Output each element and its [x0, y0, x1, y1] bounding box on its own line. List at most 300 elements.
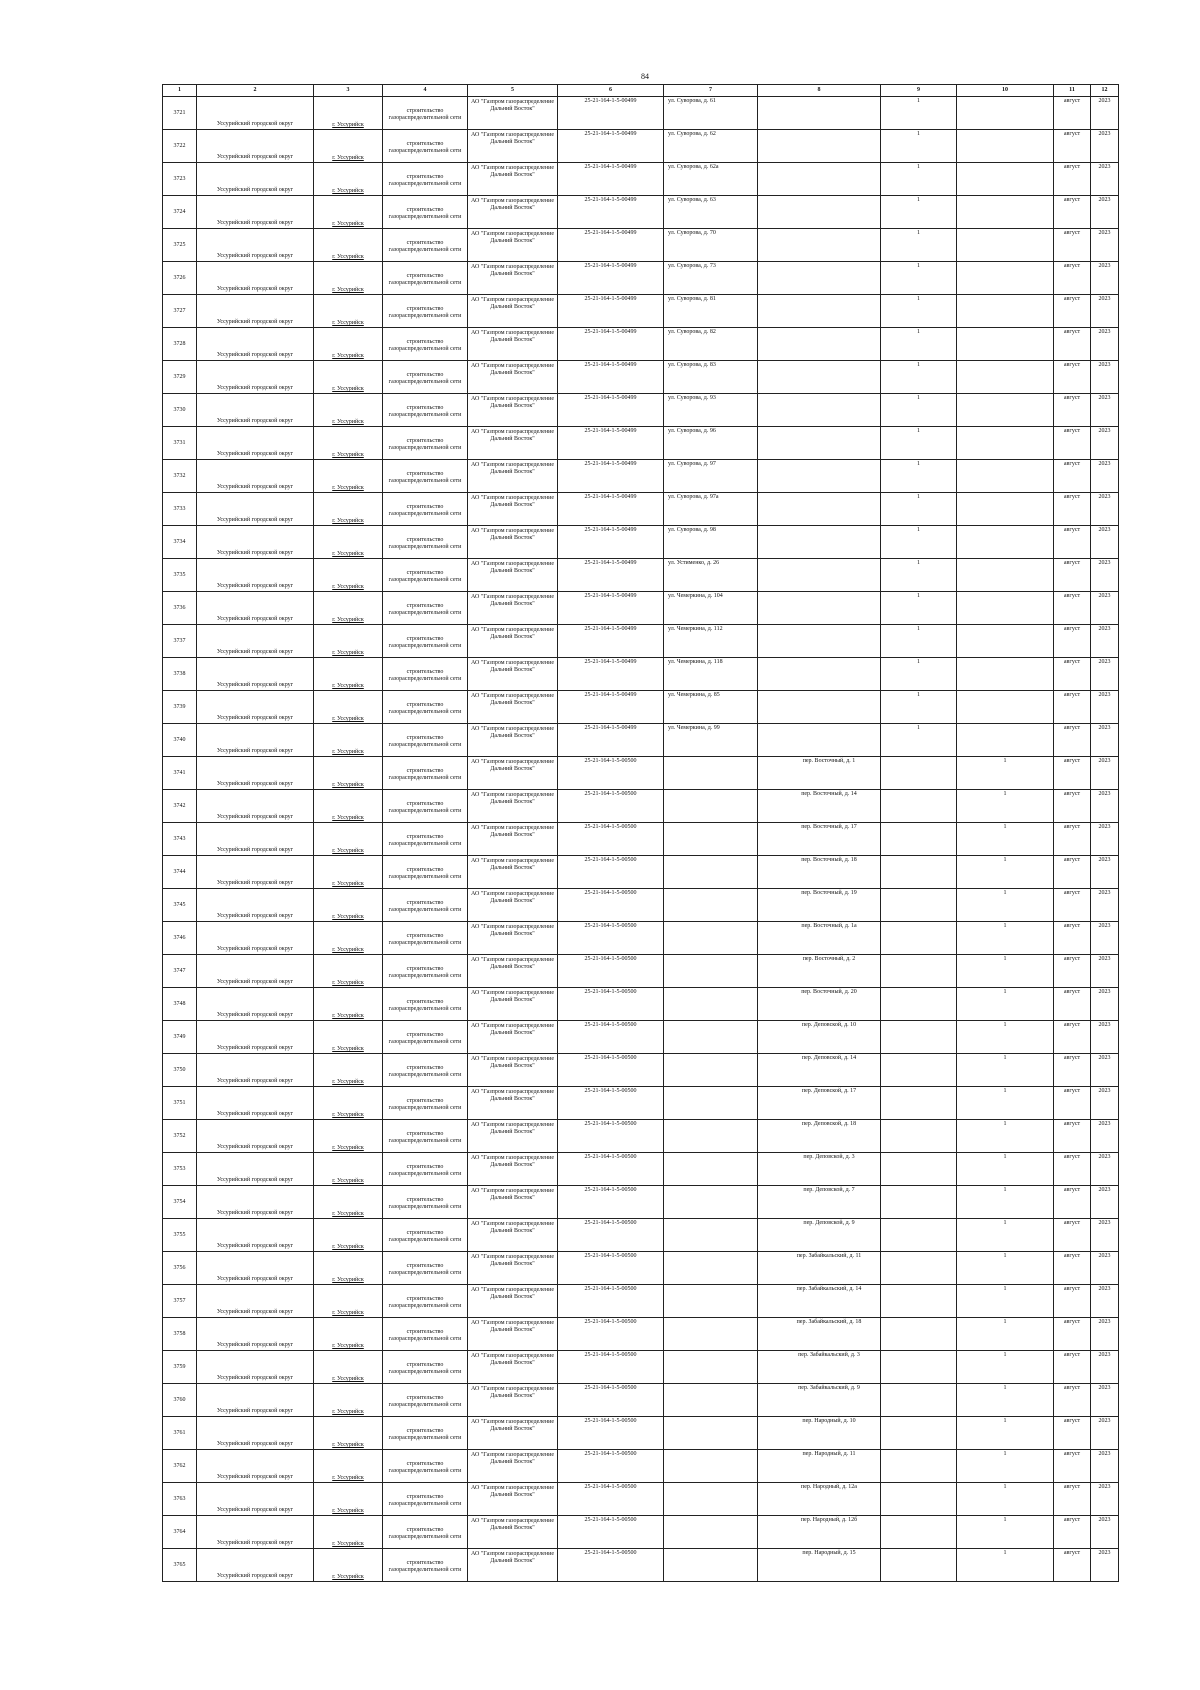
quantity-col9-cell	[881, 1252, 957, 1285]
work-type-cell: строительство газораспределительной сети	[383, 691, 468, 724]
organization-cell: АО "Газпром газораспределение Дальний Восток"	[468, 1351, 558, 1384]
month-cell: август	[1054, 1153, 1091, 1186]
project-code-cell: 25-21-164-1-5-00500	[558, 1483, 664, 1516]
table-row	[163, 1351, 1119, 1384]
street-address-cell	[664, 1087, 758, 1120]
quantity-col9-cell	[881, 757, 957, 790]
organization-cell: АО "Газпром газораспределение Дальний Восток"	[468, 1417, 558, 1450]
project-code-cell: 25-21-164-1-5-00500	[558, 1054, 664, 1087]
municipality-cell: Уссурийский городской округ	[197, 757, 314, 790]
table-row	[163, 196, 1119, 229]
quantity-col10-cell: 1	[957, 1120, 1054, 1153]
year-cell: 2023	[1091, 97, 1119, 130]
year-cell: 2023	[1091, 1483, 1119, 1516]
street-address-cell	[664, 1120, 758, 1153]
city-cell: г. Уссурийск	[314, 592, 383, 625]
street-address-cell	[664, 1054, 758, 1087]
quantity-col10-cell: 1	[957, 889, 1054, 922]
municipality-cell: Уссурийский городской округ	[197, 1450, 314, 1483]
city-cell: г. Уссурийск	[314, 955, 383, 988]
municipality-cell: Уссурийский городской округ	[197, 262, 314, 295]
quantity-col10-cell	[957, 691, 1054, 724]
table-row	[163, 163, 1119, 196]
quantity-col10-cell	[957, 262, 1054, 295]
quantity-col10-cell	[957, 394, 1054, 427]
organization-cell: АО "Газпром газораспределение Дальний Восток"	[468, 1087, 558, 1120]
organization-cell: АО "Газпром газораспределение Дальний Восток"	[468, 1153, 558, 1186]
municipality-cell: Уссурийский городской округ	[197, 493, 314, 526]
quantity-col10-cell	[957, 328, 1054, 361]
quantity-col10-cell: 1	[957, 1021, 1054, 1054]
city-cell: г. Уссурийск	[314, 691, 383, 724]
quantity-col9-cell	[881, 1351, 957, 1384]
city-cell: г. Уссурийск	[314, 1351, 383, 1384]
municipality-cell: Уссурийский городской округ	[197, 988, 314, 1021]
quantity-col9-cell	[881, 1450, 957, 1483]
project-code-cell: 25-21-164-1-5-00499	[558, 262, 664, 295]
city-cell: г. Уссурийск	[314, 889, 383, 922]
project-code-cell: 25-21-164-1-5-00500	[558, 790, 664, 823]
quantity-col10-cell	[957, 460, 1054, 493]
quantity-col10-cell: 1	[957, 1285, 1054, 1318]
month-cell: август	[1054, 394, 1091, 427]
row-number: 3755	[163, 1219, 197, 1252]
organization-cell: АО "Газпром газораспределение Дальний Восток"	[468, 757, 558, 790]
quantity-col10-cell: 1	[957, 922, 1054, 955]
work-type-cell: строительство газораспределительной сети	[383, 1054, 468, 1087]
street-address-cell	[664, 1252, 758, 1285]
organization-cell: АО "Газпром газораспределение Дальний Восток"	[468, 790, 558, 823]
project-code-cell: 25-21-164-1-5-00500	[558, 1219, 664, 1252]
organization-cell: АО "Газпром газораспределение Дальний Восток"	[468, 955, 558, 988]
column-header: 5	[468, 85, 558, 97]
quantity-col9-cell: 1	[881, 394, 957, 427]
quantity-col9-cell	[881, 988, 957, 1021]
table-row	[163, 757, 1119, 790]
quantity-col10-cell: 1	[957, 1153, 1054, 1186]
table-row	[163, 460, 1119, 493]
lane-address-cell: пер. Деповской, д. 3	[758, 1153, 881, 1186]
street-address-cell	[664, 1516, 758, 1549]
street-address-cell	[664, 757, 758, 790]
quantity-col9-cell	[881, 1219, 957, 1252]
row-number: 3751	[163, 1087, 197, 1120]
municipality-cell: Уссурийский городской округ	[197, 889, 314, 922]
table-row	[163, 922, 1119, 955]
city-cell: г. Уссурийск	[314, 1120, 383, 1153]
street-address-cell	[664, 1384, 758, 1417]
column-header: 4	[383, 85, 468, 97]
municipality-cell: Уссурийский городской округ	[197, 526, 314, 559]
street-address-cell	[664, 823, 758, 856]
row-number: 3728	[163, 328, 197, 361]
work-type-cell: строительство газораспределительной сети	[383, 526, 468, 559]
table-row	[163, 889, 1119, 922]
organization-cell: АО "Газпром газораспределение Дальний Восток"	[468, 163, 558, 196]
organization-cell: АО "Газпром газораспределение Дальний Восток"	[468, 922, 558, 955]
project-code-cell: 25-21-164-1-5-00500	[558, 1252, 664, 1285]
street-address-cell: ул. Устименко, д. 26	[664, 559, 758, 592]
city-cell: г. Уссурийск	[314, 1219, 383, 1252]
row-number: 3740	[163, 724, 197, 757]
lane-address-cell	[758, 592, 881, 625]
quantity-col10-cell	[957, 724, 1054, 757]
organization-cell: АО "Газпром газораспределение Дальний Восток"	[468, 361, 558, 394]
municipality-cell: Уссурийский городской округ	[197, 625, 314, 658]
year-cell: 2023	[1091, 1153, 1119, 1186]
row-number: 3765	[163, 1549, 197, 1582]
year-cell: 2023	[1091, 1384, 1119, 1417]
lane-address-cell: пер. Восточный, д. 20	[758, 988, 881, 1021]
row-number: 3750	[163, 1054, 197, 1087]
lane-address-cell: пер. Забайкальский, д. 3	[758, 1351, 881, 1384]
work-type-cell: строительство газораспределительной сети	[383, 163, 468, 196]
lane-address-cell	[758, 724, 881, 757]
month-cell: август	[1054, 196, 1091, 229]
municipality-cell: Уссурийский городской округ	[197, 1549, 314, 1582]
quantity-col10-cell: 1	[957, 1549, 1054, 1582]
lane-address-cell	[758, 130, 881, 163]
row-number: 3756	[163, 1252, 197, 1285]
quantity-col9-cell	[881, 1054, 957, 1087]
month-cell: август	[1054, 625, 1091, 658]
city-cell: г. Уссурийск	[314, 1318, 383, 1351]
quantity-col9-cell	[881, 1384, 957, 1417]
work-type-cell: строительство газораспределительной сети	[383, 922, 468, 955]
municipality-cell: Уссурийский городской округ	[197, 295, 314, 328]
street-address-cell: ул. Суворова, д. 63	[664, 196, 758, 229]
row-number: 3757	[163, 1285, 197, 1318]
quantity-col10-cell	[957, 559, 1054, 592]
city-cell: г. Уссурийск	[314, 1417, 383, 1450]
lane-address-cell: пер. Народный, д. 15	[758, 1549, 881, 1582]
table-row	[163, 361, 1119, 394]
project-code-cell: 25-21-164-1-5-00500	[558, 1021, 664, 1054]
work-type-cell: строительство газораспределительной сети	[383, 724, 468, 757]
work-type-cell: строительство газораспределительной сети	[383, 790, 468, 823]
row-number: 3731	[163, 427, 197, 460]
street-address-cell: ул. Суворова, д. 81	[664, 295, 758, 328]
street-address-cell: ул. Суворова, д. 98	[664, 526, 758, 559]
month-cell: август	[1054, 1186, 1091, 1219]
work-type-cell: строительство газораспределительной сети	[383, 625, 468, 658]
quantity-col9-cell: 1	[881, 460, 957, 493]
work-type-cell: строительство газораспределительной сети	[383, 328, 468, 361]
street-address-cell: ул. Суворова, д. 73	[664, 262, 758, 295]
project-code-cell: 25-21-164-1-5-00499	[558, 361, 664, 394]
work-type-cell: строительство газораспределительной сети	[383, 295, 468, 328]
year-cell: 2023	[1091, 163, 1119, 196]
column-header: 7	[664, 85, 758, 97]
street-address-cell	[664, 1549, 758, 1582]
work-type-cell: строительство газораспределительной сети	[383, 493, 468, 526]
street-address-cell	[664, 1351, 758, 1384]
organization-cell: АО "Газпром газораспределение Дальний Восток"	[468, 493, 558, 526]
street-address-cell: ул. Чемеркина, д. 104	[664, 592, 758, 625]
row-number: 3762	[163, 1450, 197, 1483]
row-number: 3738	[163, 658, 197, 691]
lane-address-cell	[758, 460, 881, 493]
month-cell: август	[1054, 163, 1091, 196]
work-type-cell: строительство газораспределительной сети	[383, 1285, 468, 1318]
project-code-cell: 25-21-164-1-5-00500	[558, 1549, 664, 1582]
year-cell: 2023	[1091, 592, 1119, 625]
year-cell: 2023	[1091, 1450, 1119, 1483]
work-type-cell: строительство газораспределительной сети	[383, 559, 468, 592]
municipality-cell: Уссурийский городской округ	[197, 427, 314, 460]
street-address-cell: ул. Чемеркина, д. 99	[664, 724, 758, 757]
table-row	[163, 1417, 1119, 1450]
project-code-cell: 25-21-164-1-5-00500	[558, 1153, 664, 1186]
quantity-col9-cell: 1	[881, 196, 957, 229]
quantity-col9-cell: 1	[881, 526, 957, 559]
municipality-cell: Уссурийский городской округ	[197, 1516, 314, 1549]
quantity-col9-cell: 1	[881, 592, 957, 625]
work-type-cell: строительство газораспределительной сети	[383, 856, 468, 889]
row-number: 3749	[163, 1021, 197, 1054]
municipality-cell: Уссурийский городской округ	[197, 823, 314, 856]
row-number: 3730	[163, 394, 197, 427]
month-cell: август	[1054, 262, 1091, 295]
month-cell: август	[1054, 724, 1091, 757]
year-cell: 2023	[1091, 856, 1119, 889]
project-code-cell: 25-21-164-1-5-00500	[558, 1351, 664, 1384]
organization-cell: АО "Газпром газораспределение Дальний Восток"	[468, 1252, 558, 1285]
street-address-cell: ул. Суворова, д. 62	[664, 130, 758, 163]
municipality-cell: Уссурийский городской округ	[197, 328, 314, 361]
organization-cell: АО "Газпром газораспределение Дальний Восток"	[468, 130, 558, 163]
quantity-col9-cell: 1	[881, 658, 957, 691]
organization-cell: АО "Газпром газораспределение Дальний Восток"	[468, 823, 558, 856]
month-cell: август	[1054, 1054, 1091, 1087]
year-cell: 2023	[1091, 1252, 1119, 1285]
work-type-cell: строительство газораспределительной сети	[383, 955, 468, 988]
quantity-col9-cell	[881, 922, 957, 955]
city-cell: г. Уссурийск	[314, 130, 383, 163]
year-cell: 2023	[1091, 988, 1119, 1021]
work-type-cell: строительство газораспределительной сети	[383, 889, 468, 922]
organization-cell: АО "Газпром газораспределение Дальний Восток"	[468, 262, 558, 295]
quantity-col9-cell: 1	[881, 625, 957, 658]
table-row	[163, 1021, 1119, 1054]
year-cell: 2023	[1091, 757, 1119, 790]
organization-cell: АО "Газпром газораспределение Дальний Восток"	[468, 988, 558, 1021]
table-row	[163, 1318, 1119, 1351]
lane-address-cell: пер. Восточный, д. 17	[758, 823, 881, 856]
street-address-cell	[664, 955, 758, 988]
column-header: 8	[758, 85, 881, 97]
municipality-cell: Уссурийский городской округ	[197, 559, 314, 592]
project-code-cell: 25-21-164-1-5-00499	[558, 328, 664, 361]
lane-address-cell	[758, 559, 881, 592]
year-cell: 2023	[1091, 1054, 1119, 1087]
organization-cell: АО "Газпром газораспределение Дальний Восток"	[468, 328, 558, 361]
quantity-col9-cell: 1	[881, 130, 957, 163]
street-address-cell	[664, 1021, 758, 1054]
table-row	[163, 1219, 1119, 1252]
lane-address-cell	[758, 658, 881, 691]
organization-cell: АО "Газпром газораспределение Дальний Восток"	[468, 295, 558, 328]
quantity-col9-cell: 1	[881, 97, 957, 130]
work-type-cell: строительство газораспределительной сети	[383, 823, 468, 856]
year-cell: 2023	[1091, 1417, 1119, 1450]
table-row	[163, 955, 1119, 988]
work-type-cell: строительство газораспределительной сети	[383, 196, 468, 229]
year-cell: 2023	[1091, 130, 1119, 163]
city-cell: г. Уссурийск	[314, 1450, 383, 1483]
table-row	[163, 427, 1119, 460]
year-cell: 2023	[1091, 1285, 1119, 1318]
street-address-cell	[664, 1219, 758, 1252]
municipality-cell: Уссурийский городской округ	[197, 229, 314, 262]
row-number: 3723	[163, 163, 197, 196]
municipality-cell: Уссурийский городской округ	[197, 163, 314, 196]
row-number: 3741	[163, 757, 197, 790]
municipality-cell: Уссурийский городской округ	[197, 1318, 314, 1351]
year-cell: 2023	[1091, 625, 1119, 658]
organization-cell: АО "Газпром газораспределение Дальний Восток"	[468, 1219, 558, 1252]
municipality-cell: Уссурийский городской округ	[197, 394, 314, 427]
city-cell: г. Уссурийск	[314, 97, 383, 130]
row-number: 3764	[163, 1516, 197, 1549]
city-cell: г. Уссурийск	[314, 559, 383, 592]
quantity-col9-cell: 1	[881, 427, 957, 460]
quantity-col10-cell: 1	[957, 1252, 1054, 1285]
municipality-cell: Уссурийский городской округ	[197, 856, 314, 889]
quantity-col9-cell	[881, 1186, 957, 1219]
quantity-col9-cell: 1	[881, 163, 957, 196]
municipality-cell: Уссурийский городской округ	[197, 955, 314, 988]
year-cell: 2023	[1091, 790, 1119, 823]
table-row	[163, 592, 1119, 625]
month-cell: август	[1054, 97, 1091, 130]
month-cell: август	[1054, 460, 1091, 493]
year-cell: 2023	[1091, 1186, 1119, 1219]
year-cell: 2023	[1091, 1549, 1119, 1582]
municipality-cell: Уссурийский городской округ	[197, 1054, 314, 1087]
lane-address-cell: пер. Деповской, д. 18	[758, 1120, 881, 1153]
table-row	[163, 1285, 1119, 1318]
year-cell: 2023	[1091, 889, 1119, 922]
city-cell: г. Уссурийск	[314, 922, 383, 955]
table-row	[163, 1054, 1119, 1087]
lane-address-cell: пер. Народный, д. 11	[758, 1450, 881, 1483]
city-cell: г. Уссурийск	[314, 262, 383, 295]
quantity-col10-cell: 1	[957, 1516, 1054, 1549]
organization-cell: АО "Газпром газораспределение Дальний Восток"	[468, 856, 558, 889]
year-cell: 2023	[1091, 493, 1119, 526]
quantity-col10-cell: 1	[957, 1384, 1054, 1417]
city-cell: г. Уссурийск	[314, 427, 383, 460]
organization-cell: АО "Газпром газораспределение Дальний Восток"	[468, 691, 558, 724]
street-address-cell: ул. Чемеркина, д. 118	[664, 658, 758, 691]
table-row	[163, 559, 1119, 592]
organization-cell: АО "Газпром газораспределение Дальний Восток"	[468, 1483, 558, 1516]
municipality-cell: Уссурийский городской округ	[197, 97, 314, 130]
month-cell: август	[1054, 1384, 1091, 1417]
city-cell: г. Уссурийск	[314, 196, 383, 229]
municipality-cell: Уссурийский городской округ	[197, 790, 314, 823]
municipality-cell: Уссурийский городской округ	[197, 922, 314, 955]
project-code-cell: 25-21-164-1-5-00499	[558, 691, 664, 724]
work-type-cell: строительство газораспределительной сети	[383, 427, 468, 460]
work-type-cell: строительство газораспределительной сети	[383, 1219, 468, 1252]
project-code-cell: 25-21-164-1-5-00500	[558, 757, 664, 790]
month-cell: август	[1054, 328, 1091, 361]
column-header: 6	[558, 85, 664, 97]
quantity-col9-cell	[881, 1318, 957, 1351]
municipality-cell: Уссурийский городской округ	[197, 460, 314, 493]
city-cell: г. Уссурийск	[314, 328, 383, 361]
month-cell: август	[1054, 1087, 1091, 1120]
street-address-cell	[664, 1153, 758, 1186]
street-address-cell	[664, 1318, 758, 1351]
project-code-cell: 25-21-164-1-5-00500	[558, 955, 664, 988]
year-cell: 2023	[1091, 328, 1119, 361]
project-code-cell: 25-21-164-1-5-00499	[558, 526, 664, 559]
organization-cell: АО "Газпром газораспределение Дальний Восток"	[468, 592, 558, 625]
quantity-col10-cell	[957, 427, 1054, 460]
organization-cell: АО "Газпром газораспределение Дальний Восток"	[468, 1054, 558, 1087]
street-address-cell: ул. Суворова, д. 70	[664, 229, 758, 262]
project-code-cell: 25-21-164-1-5-00500	[558, 1285, 664, 1318]
work-type-cell: строительство газораспределительной сети	[383, 592, 468, 625]
lane-address-cell: пер. Забайкальский, д. 11	[758, 1252, 881, 1285]
month-cell: август	[1054, 229, 1091, 262]
column-header: 1	[163, 85, 197, 97]
year-cell: 2023	[1091, 1021, 1119, 1054]
street-address-cell	[664, 1483, 758, 1516]
month-cell: август	[1054, 1021, 1091, 1054]
quantity-col10-cell	[957, 625, 1054, 658]
organization-cell: АО "Газпром газораспределение Дальний Восток"	[468, 1549, 558, 1582]
quantity-col9-cell: 1	[881, 691, 957, 724]
registry-table	[162, 84, 1119, 1582]
project-code-cell: 25-21-164-1-5-00499	[558, 724, 664, 757]
month-cell: август	[1054, 1120, 1091, 1153]
year-cell: 2023	[1091, 823, 1119, 856]
work-type-cell: строительство газораспределительной сети	[383, 658, 468, 691]
municipality-cell: Уссурийский городской округ	[197, 691, 314, 724]
lane-address-cell	[758, 691, 881, 724]
quantity-col9-cell: 1	[881, 559, 957, 592]
lane-address-cell	[758, 427, 881, 460]
quantity-col9-cell: 1	[881, 328, 957, 361]
work-type-cell: строительство газораспределительной сети	[383, 1384, 468, 1417]
lane-address-cell	[758, 328, 881, 361]
city-cell: г. Уссурийск	[314, 526, 383, 559]
lane-address-cell: пер. Деповской, д. 17	[758, 1087, 881, 1120]
work-type-cell: строительство газораспределительной сети	[383, 1417, 468, 1450]
municipality-cell: Уссурийский городской округ	[197, 130, 314, 163]
project-code-cell: 25-21-164-1-5-00499	[558, 427, 664, 460]
table-row	[163, 988, 1119, 1021]
lane-address-cell	[758, 526, 881, 559]
row-number: 3732	[163, 460, 197, 493]
lane-address-cell	[758, 295, 881, 328]
year-cell: 2023	[1091, 1351, 1119, 1384]
project-code-cell: 25-21-164-1-5-00500	[558, 922, 664, 955]
street-address-cell: ул. Чемеркина, д. 85	[664, 691, 758, 724]
city-cell: г. Уссурийск	[314, 1483, 383, 1516]
quantity-col9-cell	[881, 1417, 957, 1450]
city-cell: г. Уссурийск	[314, 1384, 383, 1417]
table-body	[163, 97, 1119, 1582]
quantity-col9-cell	[881, 1516, 957, 1549]
street-address-cell	[664, 1417, 758, 1450]
organization-cell: АО "Газпром газораспределение Дальний Восток"	[468, 427, 558, 460]
project-code-cell: 25-21-164-1-5-00500	[558, 856, 664, 889]
